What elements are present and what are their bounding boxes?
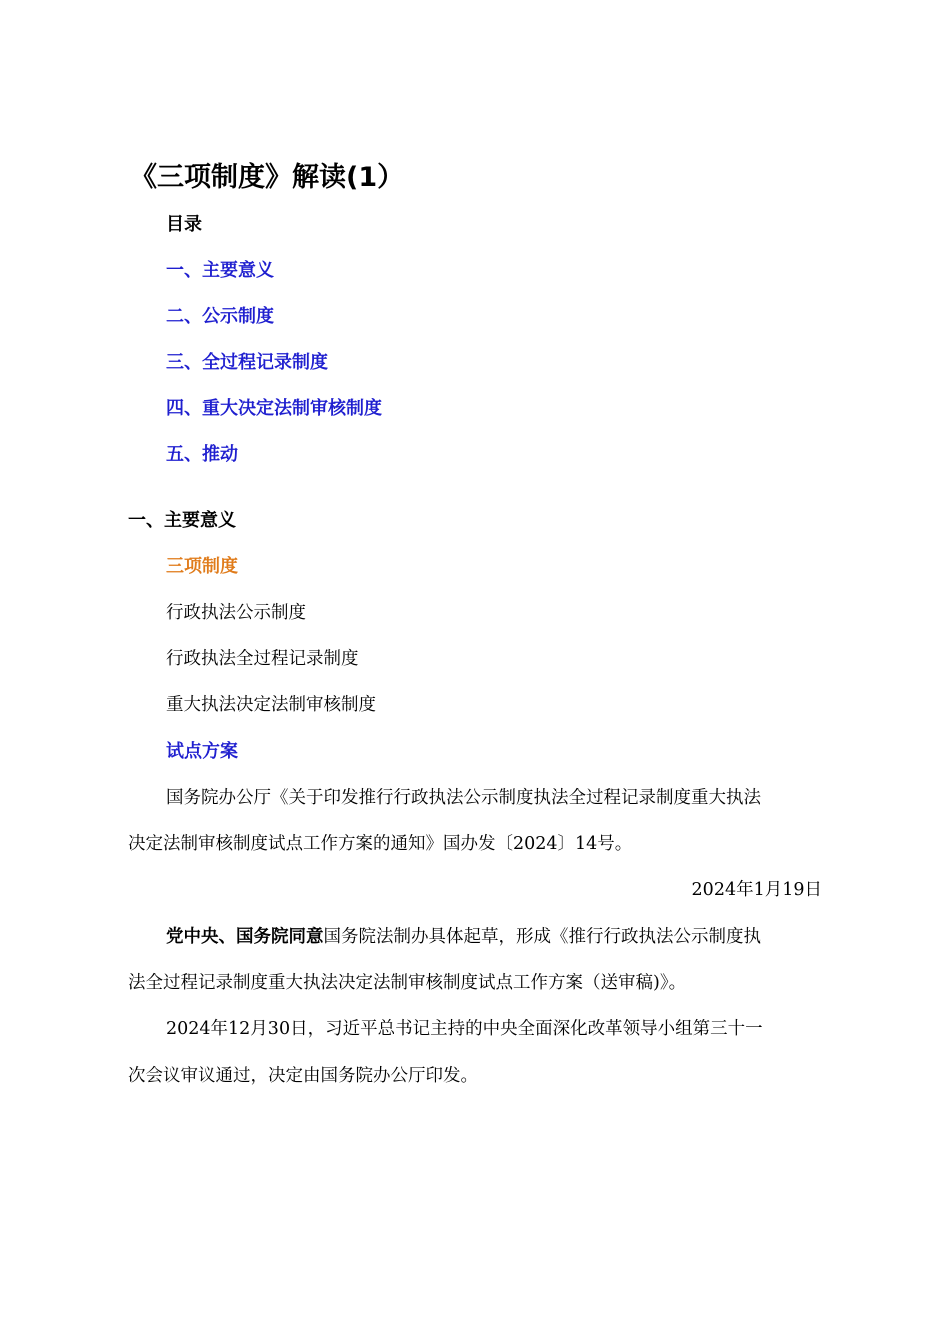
approval-line1-text: 国务院法制办具体起草，形成《推行行政执法公示制度执 xyxy=(323,927,761,947)
subheading-pilot-plan: 试点方案 xyxy=(166,741,238,762)
paragraph-meeting-line1: 2024年12月30日，习近平总书记主持的中央全面深化改革领导小组第三十一 xyxy=(166,1019,763,1039)
approval-bold-phrase: 党中央、国务院同意 xyxy=(166,927,324,947)
toc-item-promotion[interactable]: 五、推动 xyxy=(166,444,238,465)
toc-heading: 目录 xyxy=(166,214,202,235)
toc-item-legal-review[interactable]: 四、重大决定法制审核制度 xyxy=(166,398,382,419)
toc-item-publicity-system[interactable]: 二、公示制度 xyxy=(166,306,274,327)
paragraph-notice-line1: 国务院办公厅《关于印发推行行政执法公示制度执法全过程记录制度重大执法 xyxy=(166,788,761,808)
notice-date: 2024年1月19日 xyxy=(691,880,822,900)
toc-item-main-significance[interactable]: 一、主要意义 xyxy=(166,260,274,281)
subheading-three-systems: 三项制度 xyxy=(166,556,238,577)
section-heading-main-significance: 一、主要意义 xyxy=(128,510,236,531)
paragraph-notice-line2: 决定法制审核制度试点工作方案的通知》国办发〔2024〕14号。 xyxy=(128,834,633,854)
toc-item-full-process-record[interactable]: 三、全过程记录制度 xyxy=(166,352,328,373)
paragraph-approval-line1 xyxy=(166,923,761,951)
system-item-legal-review: 重大执法决定法制审核制度 xyxy=(166,695,376,715)
system-item-full-process: 行政执法全过程记录制度 xyxy=(166,649,359,669)
paragraph-meeting-line2: 次会议审议通过，决定由国务院办公厅印发。 xyxy=(128,1066,478,1086)
system-item-publicity: 行政执法公示制度 xyxy=(166,603,306,623)
document-title: 《三项制度》解读(1） xyxy=(130,162,405,193)
paragraph-approval-line2: 法全过程记录制度重大执法决定法制审核制度试点工作方案（送审稿)》。 xyxy=(128,973,687,993)
